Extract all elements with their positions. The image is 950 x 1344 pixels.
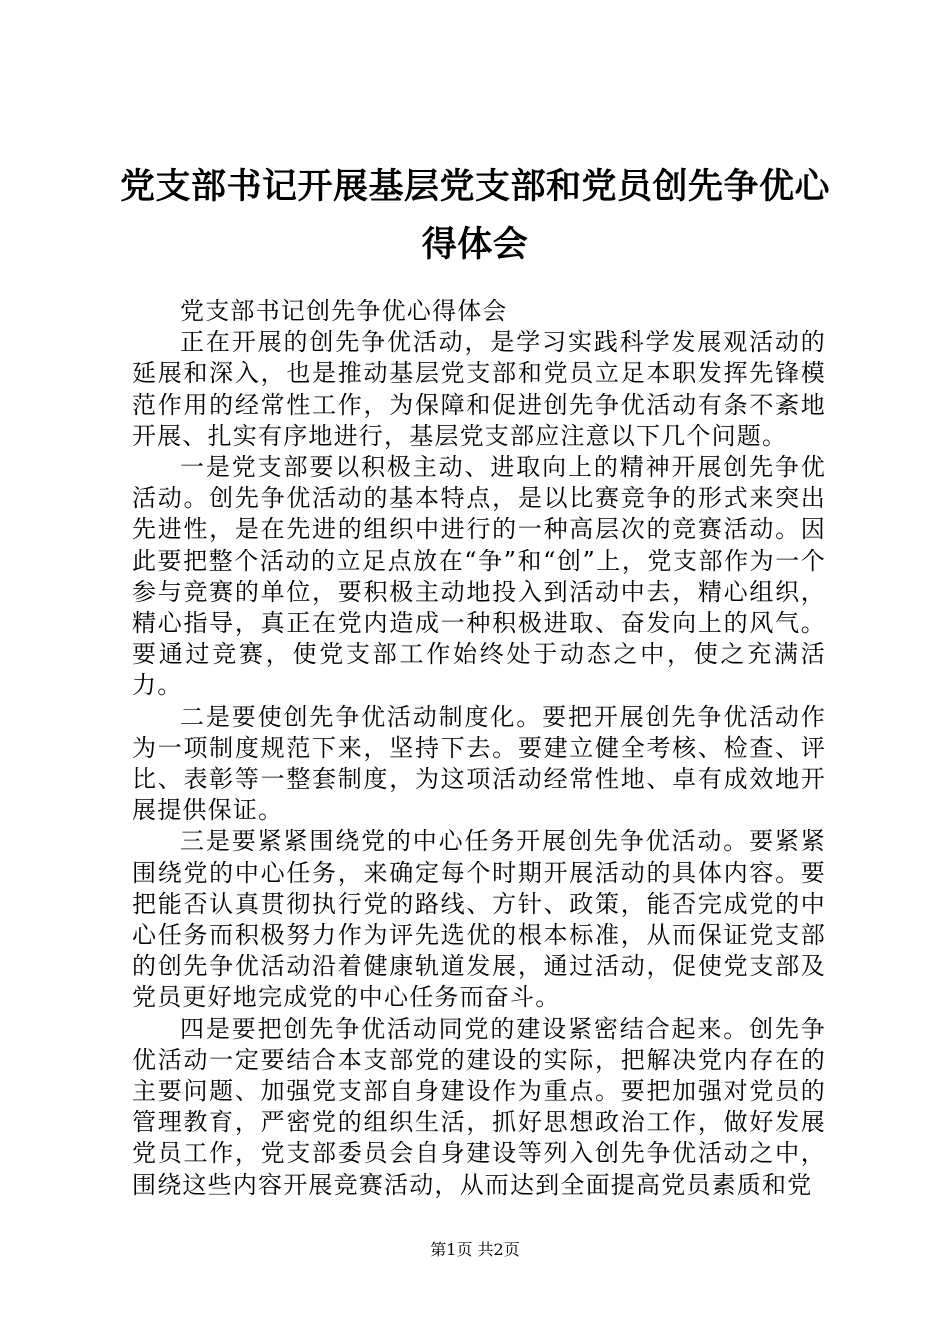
body-paragraph: 一是党支部要以积极主动、进取向上的精神开展创先争优活动。创先争优活动的基本特点，是以比赛竞争的形式来突出先进性，是在先进的组织中进行的一种高层次的竞赛活动。因此要把整个活动的立足点放在“争”和“创”上，党支部作为一个参与竞赛的单位，要积极主动地投入到活动中去，精心组织，精心指导，真正在党内造成一种积极进取、奋发向上的风气。要通过竞赛，使党支部工作始终处于动态之中，使之充满活力。: [132, 453, 826, 700]
body-paragraph: 二是要使创先争优活动制度化。要把开展创先争优活动作为一项制度规范下来，坚持下去。要建立健全考核、检查、评比、表彰等一整套制度，为这项活动经常性地、卓有成效地开展提供保证。: [132, 702, 826, 825]
document-title: 党支部书记开展基层党支部和党员创先争优心得体会: [120, 166, 831, 265]
subtitle-paragraph: 党支部书记创先争优心得体会: [180, 297, 508, 325]
document-body: [132, 296, 826, 1201]
page-footer: 第1页 共2页: [430, 1240, 520, 1259]
body-paragraph: 三是要紧紧围绕党的中心任务开展创先争优活动。要紧紧围绕党的中心任务，来确定每个时期开展活动的具体内容。要把能否认真贯彻执行党的路线、方针、政策，能否完成党的中心任务而积极努力作为评先选优的根本标准，从而保证党支部的创先争优活动沿着健康轨道发展，通过活动，促使党支部及党员更好地完成党的中心任务而奋斗。: [132, 827, 826, 1012]
body-paragraph: 正在开展的创先争优活动，是学习实践科学发展观活动的延展和深入，也是推动基层党支部和党员立足本职发挥先锋模范作用的经常性工作，为保障和促进创先争优活动有条不紊地开展、扎实有序地进行，基层党支部应注意以下几个问题。: [132, 328, 826, 450]
body-paragraph: 四是要把创先争优活动同党的建设紧密结合起来。创先争优活动一定要结合本支部党的建设的实际，把解决党内存在的主要问题、加强党支部自身建设作为重点。要把加强对党员的管理教育，严密党的组织生活，抓好思想政治工作，做好发展党员工作，党支部委员会自身建设等列入创先争优活动之中，围绕这些内容开展竞赛活动，从而达到全面提高党员素质和党: [132, 1014, 826, 1199]
